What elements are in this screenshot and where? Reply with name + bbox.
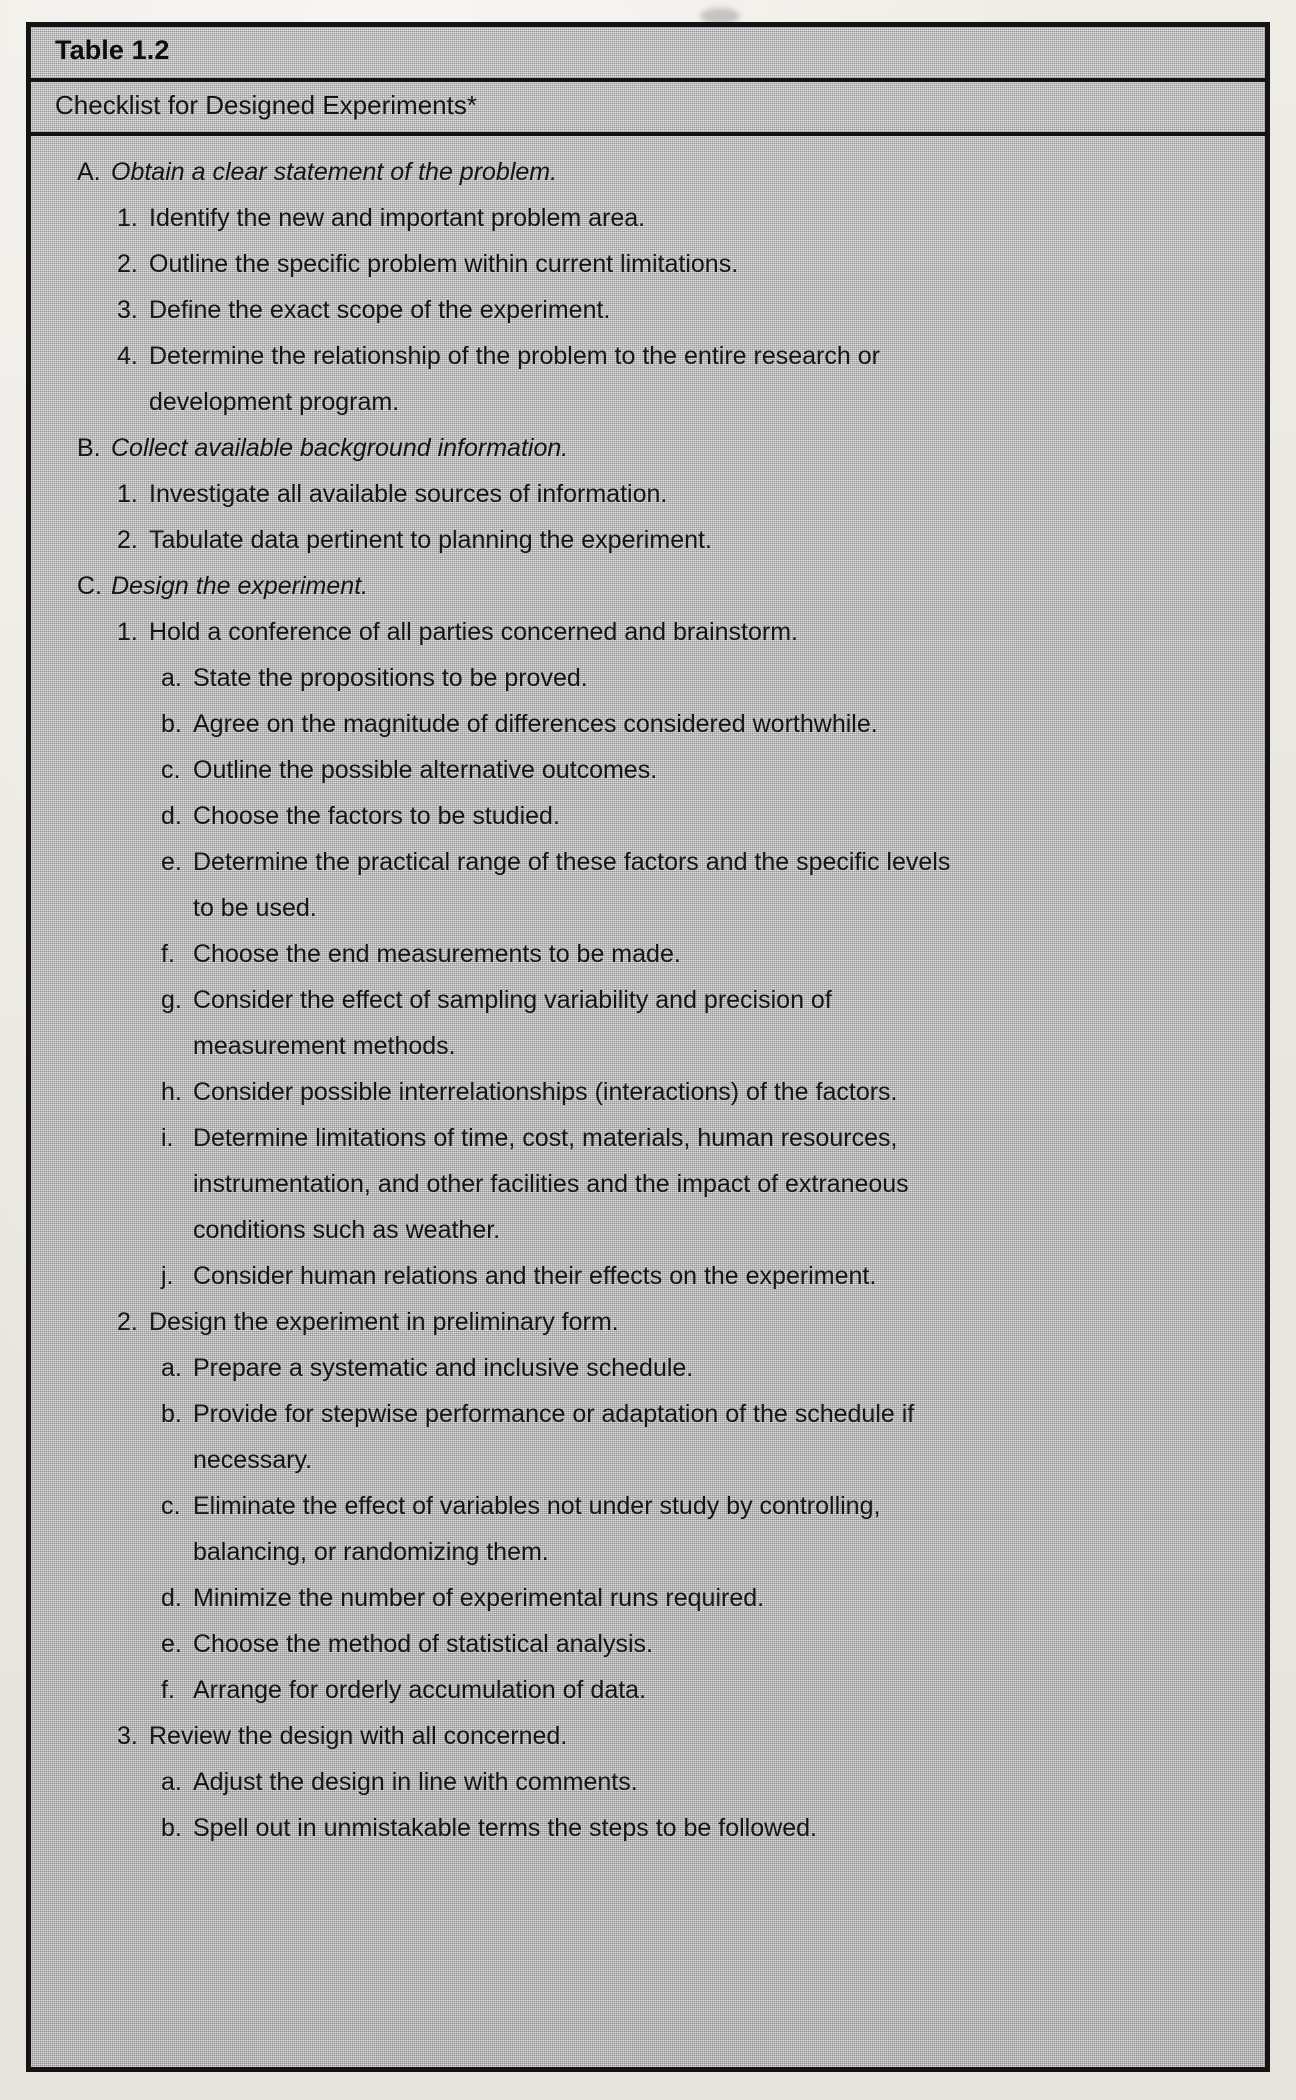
checklist-item-text: Determine the practical range of these factors and the specific levels xyxy=(193,847,951,876)
checklist-item xyxy=(117,525,1235,554)
checklist-item-text: Investigate all available sources of information. xyxy=(149,479,668,508)
checklist-item xyxy=(117,617,1235,646)
checklist-item-text: Design the experiment. xyxy=(111,571,369,600)
checklist-item xyxy=(161,985,1235,1014)
checklist-item-continuation: necessary. xyxy=(193,1445,313,1474)
checklist-item-marker: c. xyxy=(161,755,181,784)
checklist-item-marker: 2. xyxy=(117,525,138,554)
checklist-item-text: Design the experiment in preliminary form. xyxy=(149,1307,619,1336)
checklist-body xyxy=(31,136,1265,1841)
checklist-item-text: Choose the method of statistical analysis. xyxy=(193,1629,653,1658)
checklist-item-marker: d. xyxy=(161,801,182,830)
checklist-item-marker: i. xyxy=(161,1123,174,1152)
checklist-item xyxy=(161,1261,1235,1290)
checklist-item-continuation: measurement methods. xyxy=(193,1031,456,1060)
checklist-item-continuation: to be used. xyxy=(193,893,317,922)
checklist-item xyxy=(161,663,1235,692)
checklist-item-text: State the propositions to be proved. xyxy=(193,663,588,692)
checklist-item xyxy=(161,1583,1235,1612)
checklist-item xyxy=(161,1399,1235,1428)
checklist-item xyxy=(117,295,1235,324)
table-number-label: Table 1.2 xyxy=(55,35,170,65)
checklist-item-marker: f. xyxy=(161,939,175,968)
checklist-item xyxy=(161,1353,1235,1382)
checklist-item-marker: j. xyxy=(161,1261,174,1290)
checklist-item xyxy=(117,341,1235,370)
checklist-item-marker: C. xyxy=(77,571,102,600)
checklist-item-text: Review the design with all concerned. xyxy=(149,1721,568,1750)
checklist-item-marker: 1. xyxy=(117,203,138,232)
checklist-item-marker: 1. xyxy=(117,479,138,508)
checklist-item-marker: a. xyxy=(161,663,182,692)
checklist-item-text: Choose the factors to be studied. xyxy=(193,801,560,830)
checklist-item-text: Consider the effect of sampling variability and precision of xyxy=(193,985,832,1014)
checklist-item-marker: b. xyxy=(161,1813,182,1842)
checklist-item-text: Determine the relationship of the problem to the entire research or xyxy=(149,341,880,370)
checklist-item-marker: a. xyxy=(161,1353,182,1382)
checklist-item xyxy=(161,1123,1235,1152)
table-caption-row xyxy=(31,82,1265,132)
checklist-item-continuation: instrumentation, and other facilities and the impact of extraneous xyxy=(193,1169,909,1198)
checklist-item xyxy=(117,479,1235,508)
checklist-item-marker: c. xyxy=(161,1491,181,1520)
checklist-item-marker: 2. xyxy=(117,249,138,278)
checklist-item-marker: b. xyxy=(161,709,182,738)
checklist-item-text: Define the exact scope of the experiment. xyxy=(149,295,611,324)
checklist-item xyxy=(117,1307,1235,1336)
checklist-item xyxy=(117,203,1235,232)
checklist-item-marker: b. xyxy=(161,1399,182,1428)
checklist-item-continuation: conditions such as weather. xyxy=(193,1215,501,1244)
checklist-item-marker: B. xyxy=(77,433,101,462)
checklist-item xyxy=(161,709,1235,738)
checklist-item-marker: 4. xyxy=(117,341,138,370)
table-caption-label: Checklist for Designed Experiments* xyxy=(55,89,477,120)
checklist-item-text: Determine limitations of time, cost, materials, human resources, xyxy=(193,1123,898,1152)
checklist-item-continuation: balancing, or randomizing them. xyxy=(193,1537,549,1566)
checklist-item-text: Minimize the number of experimental runs required. xyxy=(193,1583,765,1612)
table-container xyxy=(26,22,1270,2072)
checklist-item xyxy=(161,1629,1235,1658)
checklist-item xyxy=(161,847,1235,876)
checklist-item-text: Arrange for orderly accumulation of data. xyxy=(193,1675,647,1704)
checklist-item-text: Choose the end measurements to be made. xyxy=(193,939,681,968)
checklist-item-continuation: development program. xyxy=(149,387,400,416)
checklist-item-text: Outline the possible alternative outcomes. xyxy=(193,755,658,784)
checklist-item xyxy=(77,571,1235,600)
checklist-item xyxy=(161,1491,1235,1520)
checklist-item-marker: 2. xyxy=(117,1307,138,1336)
checklist-item xyxy=(161,939,1235,968)
checklist-item-text: Provide for stepwise performance or adaptation of the schedule if xyxy=(193,1399,915,1428)
checklist-item-text: Eliminate the effect of variables not under study by controlling, xyxy=(193,1491,881,1520)
checklist-item-text: Tabulate data pertinent to planning the experiment. xyxy=(149,525,712,554)
checklist-item-marker: A. xyxy=(77,157,101,186)
checklist-item-marker: d. xyxy=(161,1583,182,1612)
checklist-item-text: Outline the specific problem within current limitations. xyxy=(149,249,739,278)
checklist-item-text: Consider possible interrelationships (interactions) of the factors. xyxy=(193,1077,898,1106)
checklist-item-text: Collect available background information. xyxy=(111,433,569,462)
checklist-item-marker: f. xyxy=(161,1675,175,1704)
checklist-item xyxy=(161,1077,1235,1106)
checklist-item-text: Consider human relations and their effects on the experiment. xyxy=(193,1261,877,1290)
checklist-item-text: Obtain a clear statement of the problem. xyxy=(111,157,558,186)
checklist-item-marker: 1. xyxy=(117,617,138,646)
checklist-item-marker: e. xyxy=(161,847,182,876)
checklist-item xyxy=(161,801,1235,830)
checklist-item xyxy=(161,1767,1235,1796)
checklist-item xyxy=(117,249,1235,278)
checklist-item xyxy=(77,157,1235,186)
checklist-item-text: Hold a conference of all parties concerned and brainstorm. xyxy=(149,617,798,646)
checklist-item-text: Agree on the magnitude of differences considered worthwhile. xyxy=(193,709,878,738)
checklist-item xyxy=(161,1675,1235,1704)
checklist-item-text: Spell out in unmistakable terms the steps to be followed. xyxy=(193,1813,817,1842)
checklist-item xyxy=(77,433,1235,462)
checklist-item-marker: g. xyxy=(161,985,182,1014)
checklist-item-marker: 3. xyxy=(117,295,138,324)
checklist-item-text: Prepare a systematic and inclusive schedule. xyxy=(193,1353,694,1382)
checklist-item-marker: h. xyxy=(161,1077,182,1106)
table-title-row xyxy=(31,27,1265,78)
checklist-item xyxy=(117,1721,1235,1750)
checklist-item-marker: a. xyxy=(161,1767,182,1796)
checklist-item xyxy=(161,1813,1235,1842)
checklist-item-marker: 3. xyxy=(117,1721,138,1750)
checklist-item-marker: e. xyxy=(161,1629,182,1658)
checklist-item xyxy=(161,755,1235,784)
checklist-item-text: Adjust the design in line with comments. xyxy=(193,1767,638,1796)
checklist-item-text: Identify the new and important problem area. xyxy=(149,203,646,232)
